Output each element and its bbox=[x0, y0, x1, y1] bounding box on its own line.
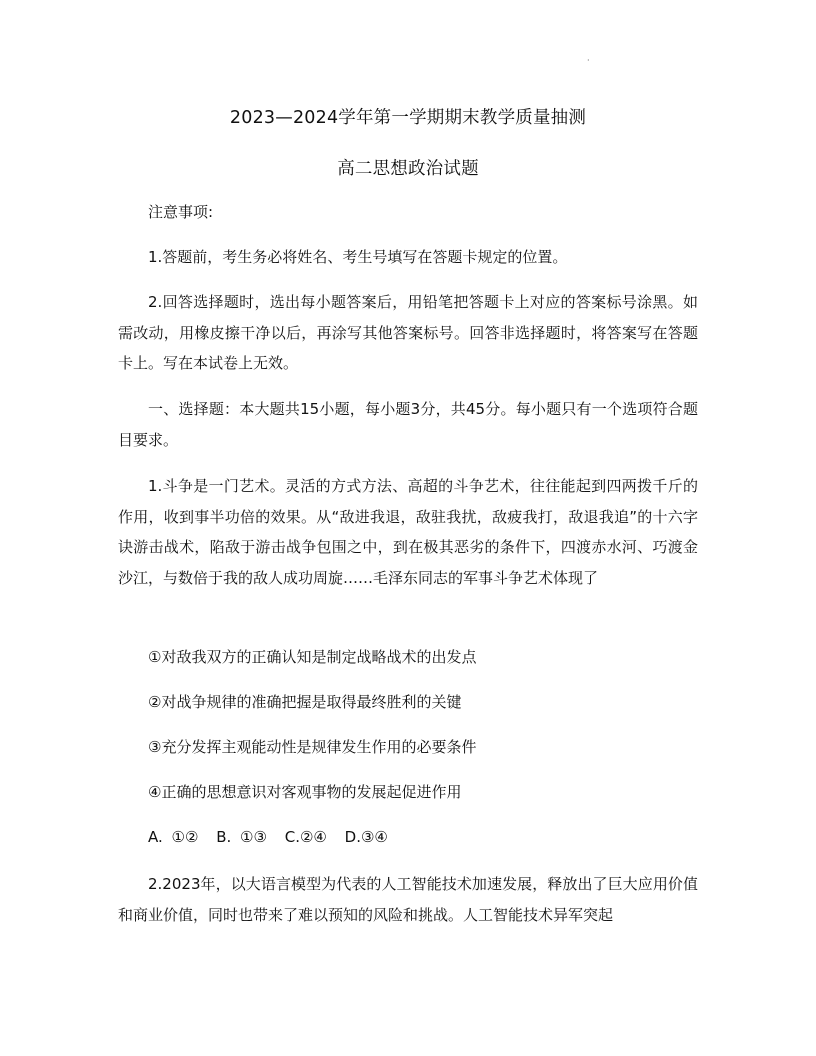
corner-mark: · bbox=[587, 56, 590, 65]
exam-title: 2023—2024学年第一学期期末教学质量抽测 bbox=[229, 108, 587, 128]
q1-statement-4: ④正确的思想意识对客观事物的发展起促进作用 bbox=[148, 783, 462, 801]
q1-option-c: C.②④ bbox=[284, 828, 327, 846]
q1-options bbox=[148, 826, 397, 848]
question2-stem: 2.2023年，以大语言模型为代表的人工智能技术加速发展，释放出了巨大应用价值和商业价值，同时也带来了难以预知的风险和挑战。人工智能技术异军突起 bbox=[118, 875, 698, 924]
note-item-2: 2.回答选择题时，选出每小题答案后，用铅笔把答题卡上对应的答案标号涂黑。如需改动，用橡皮擦干净以后，再涂写其他答案标号。回答非选择题时，将答案写在答题卡上。写在本试卷上无效。 bbox=[118, 293, 698, 372]
exam-subtitle: 高二思想政治试题 bbox=[337, 159, 479, 179]
q1-option-d: D.③④ bbox=[344, 828, 388, 846]
q1-option-a: A. ①② bbox=[148, 828, 199, 846]
q1-statement-2: ②对战争规律的准确把握是取得最终胜利的关键 bbox=[148, 693, 462, 711]
note-item-1: 1.答题前，考生务必将姓名、考生号填写在答题卡规定的位置。 bbox=[148, 248, 568, 266]
q1-statement-3: ③充分发挥主观能动性是规律发生作用的必要条件 bbox=[148, 738, 477, 756]
notes-heading: 注意事项: bbox=[148, 203, 214, 221]
section1-instruction: 一、选择题：本大题共15小题，每小题3分，共45分。每小题只有一个选项符合题目要求。 bbox=[118, 400, 698, 449]
q1-statement-1: ①对敌我双方的正确认知是制定战略战术的出发点 bbox=[148, 648, 477, 666]
question1-stem: 1.斗争是一门艺术。灵活的方式方法、高超的斗争艺术，往往能起到四两拨千斤的作用，收到事半功倍的效果。从“敌进我退，敌驻我扰，敌疲我打，敌退我追”的十六字诀游击战术，陷敌于游击战争包围之中，到在极其恶劣的条件下，四渡赤水河、巧渡金沙江，与数倍于我的敌人成功周旋……毛泽东同志的军事斗争艺术体现了 bbox=[118, 477, 698, 587]
q1-option-b: B. ①③ bbox=[216, 828, 267, 846]
